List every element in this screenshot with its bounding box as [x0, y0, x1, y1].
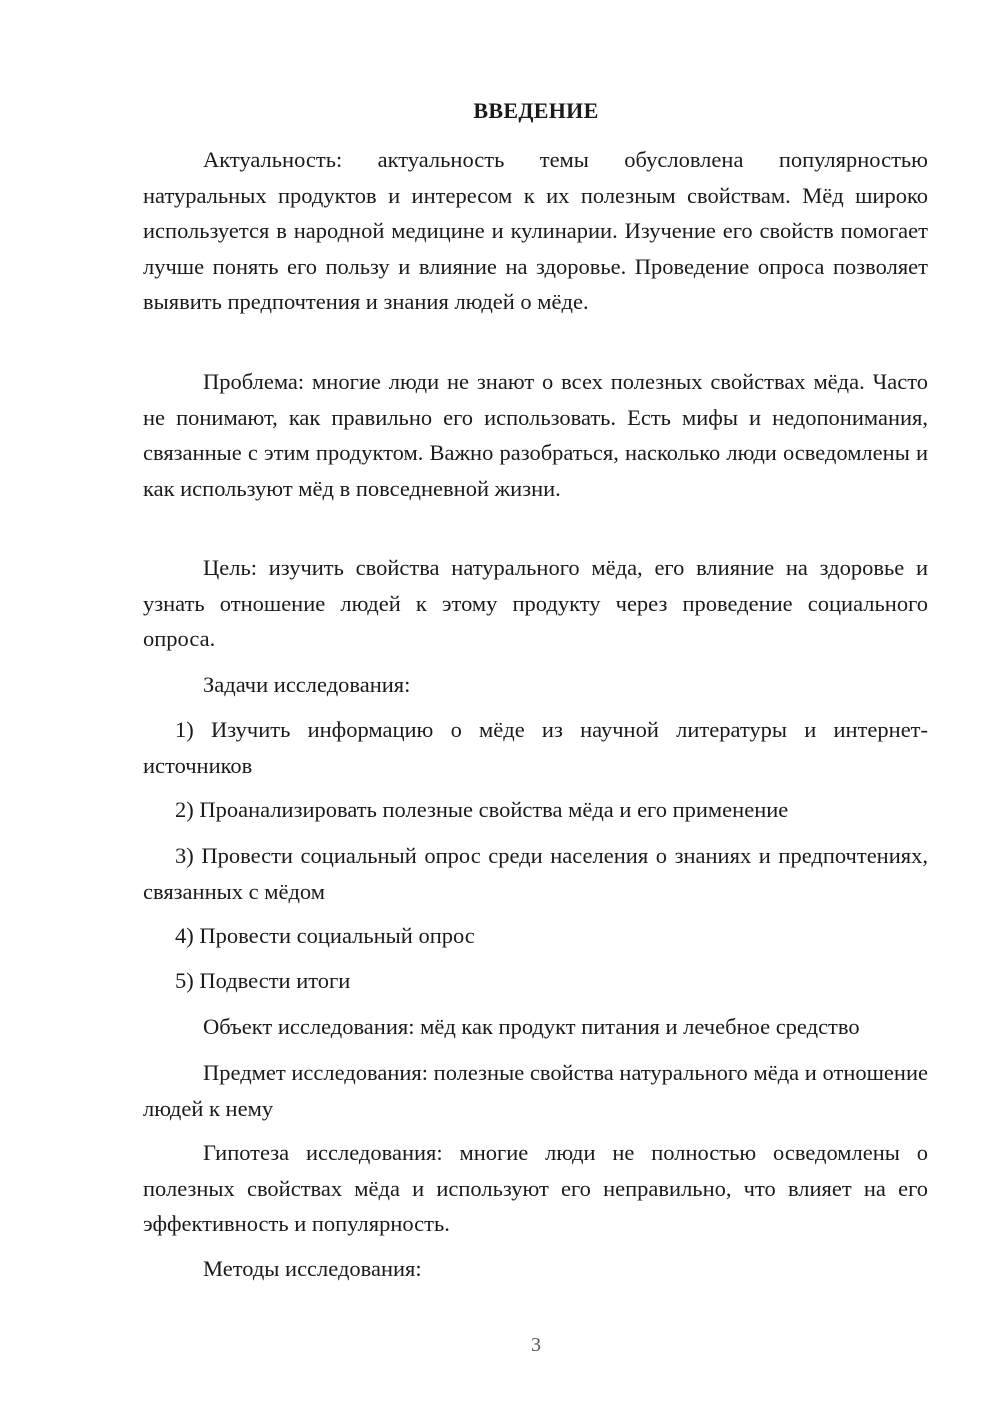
methods-heading: Методы исследования:	[203, 1256, 422, 1281]
task-item-1: 1) Изучить информацию о мёде из научной литературы и интернет-источников	[143, 717, 928, 778]
paragraph-problem: Проблема: многие люди не знают о всех полезных свойствах мёда. Часто не понимают, как правильно его использовать. Есть мифы и недопонимания, связанные с этим продуктом. Важно разобраться, насколько люди осведомлены и как используют мёд в повседневной жизни.	[143, 369, 928, 501]
paragraph-relevance: Актуальность: актуальность темы обусловлена популярностью натуральных продуктов и интересом к их полезным свойствам. Мёд широко используется в народной медицине и кулинарии. Изучение его свойств помогает лучше понять его пользу и влияние на здоровье. Проведение опроса позволяет выявить предпочтения и знания людей о мёде.	[143, 147, 928, 314]
task-item-2: 2) Проанализировать полезные свойства мёда и его применение	[175, 797, 789, 822]
paragraph-hypothesis: Гипотеза исследования: многие люди не полностью осведомлены о полезных свойствах мёда и используют его неправильно, что влияет на его эффективность и популярность.	[143, 1140, 928, 1236]
paragraph-subject: Предмет исследования: полезные свойства натурального мёда и отношение людей к нему	[143, 1060, 928, 1121]
task-item-3: 3) Провести социальный опрос среди населения о знаниях и предпочтениях, связанных с мёдом	[143, 843, 928, 904]
tasks-heading: Задачи исследования:	[203, 672, 411, 697]
page-title: ВВЕДЕНИЕ	[473, 98, 599, 123]
page-number: 3	[531, 1334, 541, 1356]
task-item-5: 5) Подвести итоги	[175, 968, 351, 993]
task-item-4: 4) Провести социальный опрос	[175, 923, 475, 948]
paragraph-object: Объект исследования: мёд как продукт питания и лечебное средство	[203, 1014, 860, 1039]
paragraph-goal: Цель: изучить свойства натурального мёда, его влияние на здоровье и узнать отношение людей к этому продукту через проведение социального опроса.	[143, 555, 928, 651]
